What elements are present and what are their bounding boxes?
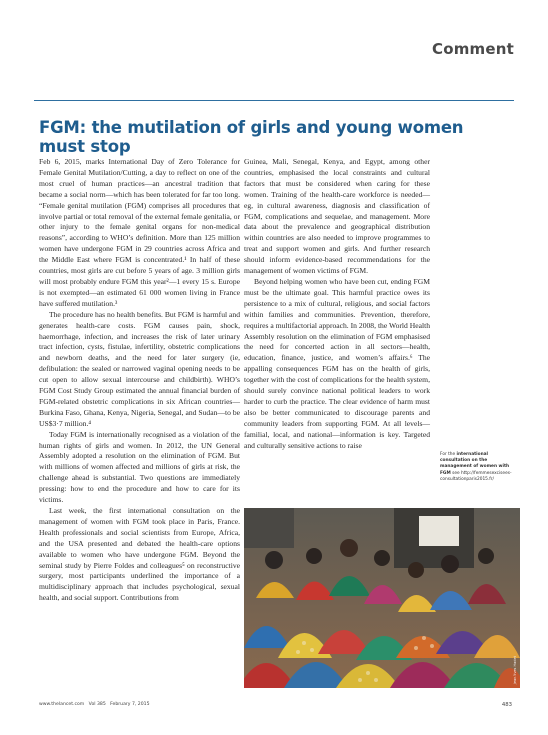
top-divider: [34, 100, 514, 101]
margin-note-bold: international consultation on the management of women with FGM: [440, 452, 510, 476]
paragraph: Guinea, Mali, Senegal, Kenya, and Egypt, among other countries, emphasised the local constraints and cultural factors that must be considered when caring for these women. Training of the health-care workforce is needed—eg, in cultural awareness, diagnosis and classification of FGM, complications and sequelae, and management. More data about the prevalence and geographical distribution within countries are also needed to improve programmes to treat and support women and girls. And further research should inform evidence-based recommendations for the management of women victims of FGM.: [244, 157, 430, 276]
text-column-right: [244, 157, 430, 451]
section-label: Comment: [432, 40, 514, 58]
paragraph: Today FGM is internationally recognised as a violation of the human rights of girls and women. In 2012, the UN General Assembly adopted a resolution on the elimination of FGM. But with millions of women affected and millions of girls at risk, the challenge ahead is substantial. Two questions are immediately pressing: how to end the procedure and how to care for its victims.: [39, 429, 240, 505]
photo-credit: Jean-Yves Hadet: [513, 655, 517, 684]
paragraph: Beyond helping women who have been cut, ending FGM must be the ultimate goal. This harmful practice owes its persistence to a mix of cultural, religious, and social factors within families and communities. Prevention, therefore, requires a multifactorial approach. In 2008, the World Health Assembly resolution on the elimination of FGM emphasised the need for concerted action in all sectors—health, education, finance, justice, and women’s affairs.⁶ The appalling consequences FGM has on the health of girls, together with the cost of complications for the health system, should surely convince national political leaders to work harder to curb the practice. The clear evidence of harm must also be better communicated to discourage parents and community leaders from supporting FGM. At all levels—familial, local, and national—information is key. Targeted and culturally sensitive actions to raise: [244, 276, 430, 450]
paragraph: Feb 6, 2015, marks International Day of Zero Tolerance for Female Genital Mutilation/Cutting, a day to reflect on one of the most cruel of human practices—an ancestral tradition that became a social norm—which has been tolerated for far too long. “Female genital mutilation (FGM) comprises all procedures that involve partial or total removal of the external female genitalia, or other injury to the female genital organs for non-medical reasons”, according to WHO’s definition. More than 125 million women have undergone FGM in 29 countries across Africa and the Middle East where FGM is concentrated.¹ In half of these countries, most girls are cut before 5 years of age. 3 million girls will most probably endure FGM this year²—1 every 15 s. Europe is not exempted—an estimated 61 000 women living in France have suffered mutilation.³: [39, 157, 240, 308]
crowd-photo-illustration: [244, 508, 520, 688]
footer-journal-info: www.thelancet.com Vol 385 February 7, 2015: [39, 702, 150, 707]
page-number: 483: [501, 702, 512, 708]
margin-note-link[interactable]: see http://femmesexcisees-consultationparis2015.fr/: [440, 470, 512, 482]
margin-note-lead: For the: [440, 452, 456, 457]
article-headline: FGM: the mutilation of girls and young women must stop: [39, 118, 464, 156]
text-column-left: [39, 157, 240, 604]
paragraph: The procedure has no health benefits. But FGM is harmful and generates health-care costs. FGM causes pain, shock, haemorrhage, infection, and increases the risk of later urinary tract infection, cysts, fistulae, infertility, obstetric complications and newborn deaths, and the need for later surgery (ie, defibulation: the sealed or narrowed vaginal opening needs to be cut open to allow sexual intercourse and childbirth). WHO’s FGM Cost Study Group estimated the annual financial burden of FGM-related obstetric complications in six African countries—Burkina Faso, Ghana, Kenya, Nigeria, Senegal, and Sudan—to be US$3·7 million.⁴: [39, 309, 240, 428]
margin-note: [440, 452, 518, 483]
article-photo: [244, 508, 520, 688]
paragraph: Last week, the first international consultation on the management of women with FGM took place in Paris, France. Health professionals and social scientists from Europe, Africa, and the USA presented and debated the health-care options available to women who have undergone FGM. Beyond the seminal study by Pierre Foldes and colleagues⁵ on reconstructive surgery, most participants underlined the importance of a multidisciplinary approach that includes psychological, sexual health, and social support. Contributions from: [39, 506, 240, 603]
